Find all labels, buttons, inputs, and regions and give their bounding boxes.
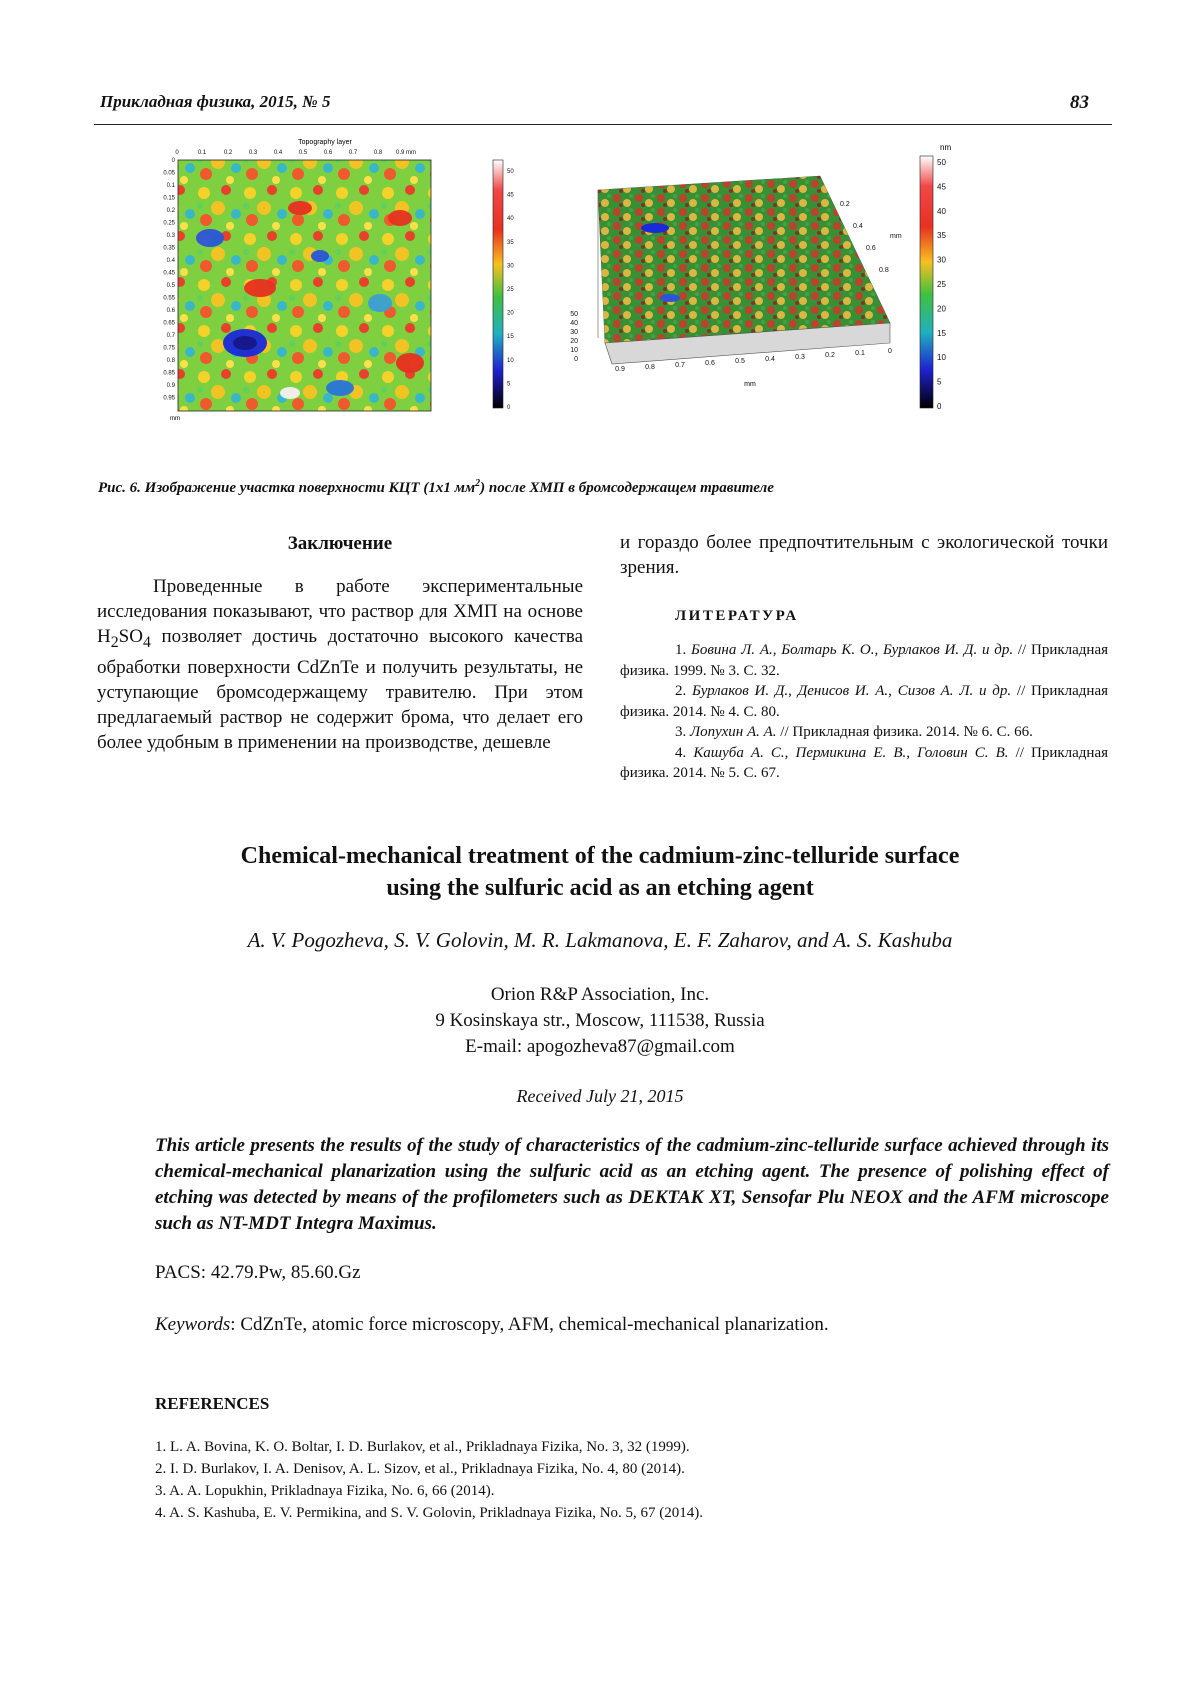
received-date: Received July 21, 2015 [516, 1086, 684, 1106]
map3d-xtick: 0 [888, 348, 892, 355]
figure-caption: Рис. 6. Изображение участка поверхности КЦТ (1х1 $мм^2$) после ХМП в бромсодержащем травителе [98, 478, 774, 496]
colorbar-tick: 35 [937, 231, 946, 241]
map2d-xtick: 0.5 [298, 150, 308, 156]
map2d-ytick: 0.1 [166, 183, 175, 189]
map2d-ytick: 0.85 [163, 370, 175, 377]
map3d-ytick: 0.4 [853, 223, 863, 230]
topography-map-2d [163, 139, 431, 422]
reference-item: 1. L. A. Bovina, K. O. Boltar, I. D. Burlakov, et al., Prikladnaya Fizika, No. 3, 32 (1999). [155, 1439, 690, 1455]
map3d-ztick: 20 [570, 338, 578, 345]
colorbar-tick: 5 [937, 377, 942, 387]
map3d-ytick: 0.8 [879, 267, 889, 274]
map2d-ytick: 0.25 [163, 220, 175, 227]
map2d-xtick: 0.1 [197, 150, 207, 156]
map2d-xtick: 0.8 [373, 150, 383, 156]
map2d-xtick: 0.9 mm [395, 150, 417, 156]
map2d-ytick: 0.15 [163, 195, 175, 202]
map3d-ztick: 40 [570, 320, 578, 327]
map3d-xtick: 0.5 [735, 358, 745, 365]
pacs-codes: PACS: 42.79.Pw, 85.60.Gz [155, 1262, 361, 1283]
figure-afm-topography [150, 138, 1050, 468]
literature-title: ЛИТЕРАТУРА [675, 608, 799, 624]
map2d-ytick: 0.95 [163, 395, 175, 402]
colorbar-tick: 50 [937, 158, 946, 167]
colorbar-unit: nm [940, 143, 952, 152]
map2d-ytick: 0.65 [163, 320, 175, 327]
colorbar-tick: 30 [937, 255, 946, 265]
literature-item: 4. Кашуба А. С., Пермикина Е. В., Головин С. В. // Прикладная физика. 2014. № 5. С. 67. [620, 744, 1109, 781]
map2d-ytick: 0.35 [163, 245, 175, 252]
map3d-xtick: 0.6 [705, 360, 715, 367]
map2d-ytick: 0.2 [166, 208, 175, 214]
map3d-ztick: 0 [574, 356, 578, 363]
map2d-xtick: 0.4 [273, 150, 283, 156]
map2d-xtick: 0 [175, 150, 179, 156]
colorbar-tick: 0 [507, 405, 511, 411]
english-affiliation: Orion R&P Association, Inc. 9 Kosinskaya str., Moscow, 111538, Russia E-mail: apogozheva87@gmail.com [435, 984, 765, 1057]
colorbar-2d [493, 160, 514, 411]
map3d-ytick: 0.6 [866, 245, 876, 252]
map3d-xtick: 0.4 [765, 356, 775, 363]
colorbar-tick: 40 [507, 216, 514, 223]
colorbar-tick: 15 [507, 334, 514, 341]
map2d-ytick: 0.05 [163, 170, 175, 177]
reference-item: 2. I. D. Burlakov, I. A. Denisov, A. L. Sizov, et al., Prikladnaya Fizika, No. 4, 80 (2014). [155, 1461, 685, 1477]
colorbar-tick: 40 [937, 206, 946, 216]
references-list [155, 1436, 703, 1524]
colorbar-tick: 20 [937, 304, 946, 314]
map2d-image [178, 160, 431, 411]
literature-item: 1. Бовина Л. А., Болтарь К. О., Бурлаков И. Д. и др. // Прикладная физика. 1999. № 3. С. 32. [620, 642, 1109, 679]
colorbar-tick: 35 [507, 239, 514, 246]
map2d-ytick: 0.55 [163, 295, 175, 302]
colorbar-tick: 45 [507, 192, 514, 199]
map3d-ztick: 10 [570, 347, 578, 354]
colorbar-tick: 45 [937, 182, 946, 192]
map3d-xunit: mm [744, 381, 756, 388]
colorbar-tick: 25 [937, 280, 946, 289]
references-title: REFERENCES [155, 1394, 270, 1413]
map2d-ytick: 0 [171, 158, 175, 164]
map2d-ytick: 0.75 [163, 345, 175, 352]
conclusion-title: Заключение [287, 533, 393, 554]
colorbar-tick: 0 [937, 402, 942, 411]
reference-item: 3. A. A. Lopukhin, Prikladnaya Fizika, No. 6, 66 (2014). [155, 1483, 495, 1499]
map2d-ytick: 0.6 [166, 308, 175, 314]
reference-item: 4. A. S. Kashuba, E. V. Permikina, and S. V. Golovin, Prikladnaya Fizika, No. 5, 67 (2014). [155, 1505, 704, 1521]
page-number: 83 [1070, 92, 1089, 113]
map2d-yunit: mm [170, 416, 180, 422]
map2d-ytick: 0.8 [166, 358, 175, 364]
colorbar-3d [920, 143, 951, 411]
map3d-yunit: mm [890, 233, 902, 240]
colorbar-tick: 10 [507, 357, 514, 364]
conclusion-paragraph: Проведенные в работе экспериментальные исследования показывают, что раствор для ХМП на основе $H_2SO_4$ позволяет достичь достаточно высокого качества обработки поверхности CdZnTe и получить результаты, не уступающие бромсодержащему травителю. При этом предлагаемый раствор не содержит брома, что делает его более удобным в применении на производстве, дешевле [97, 576, 583, 753]
map2d-xtick: 0.3 [248, 150, 258, 156]
map3d-xtick: 0.9 [615, 366, 625, 373]
map3d-xtick: 0.8 [645, 364, 655, 371]
english-abstract: This article presents the results of the study of characteristics of the cadmium-zinc-telluride surface achieved through its chemical-mechanical planarization using the sulfuric acid as an etching agent. The presence of polishing effect of etching was detected by means of the profilometers such as DEKTAK XT, Sensofar Plu NEOX and the AFM microscope such as NT-MDT Integra Maximus. [155, 1135, 1109, 1234]
journal-header: Прикладная физика, 2015, № 5 [100, 92, 331, 111]
map2d-title: Topography layer [298, 139, 352, 146]
map2d-ytick: 0.3 [166, 233, 175, 239]
colorbar-tick: 30 [507, 263, 514, 270]
colorbar-tick: 15 [937, 328, 946, 338]
map3d-xtick: 0.7 [675, 362, 685, 369]
map2d-ytick: 0.45 [163, 270, 175, 277]
map2d-xtick: 0.7 [348, 150, 358, 156]
map3d-ztick: 50 [570, 311, 578, 318]
map2d-ytick: 0.5 [166, 283, 175, 289]
map3d-ztick: 30 [570, 329, 578, 336]
literature-item: 3. Лопухин А. А. // Прикладная физика. 2014. № 6. С. 66. [675, 724, 1033, 740]
literature-list [620, 640, 1108, 784]
keywords: Keywords: CdZnTe, atomic force microscopy, AFM, chemical-mechanical planarization. [155, 1314, 829, 1335]
map3d-xtick: 0.3 [795, 354, 805, 361]
header-rule [94, 124, 1112, 125]
colorbar-tick: 25 [507, 287, 514, 293]
colorbar-tick: 20 [507, 310, 514, 317]
map2d-ytick: 0.7 [166, 333, 175, 339]
map2d-xtick: 0.2 [223, 150, 233, 156]
map3d-xtick: 0.1 [855, 350, 865, 357]
colorbar-tick: 5 [507, 381, 511, 388]
map2d-ytick: 0.9 [166, 383, 175, 389]
english-title: Chemical-mechanical treatment of the cadmium-zinc-telluride surface using the sulfuric acid as an etching agent [240, 843, 960, 901]
colorbar-tick: 50 [507, 169, 514, 175]
english-authors: A. V. Pogozheva, S. V. Golovin, M. R. Lakmanova, E. F. Zaharov, and A. S. Kashuba [247, 928, 953, 952]
map2d-xtick: 0.6 [323, 150, 333, 156]
colorbar-tick: 10 [937, 353, 946, 363]
map2d-ytick: 0.4 [166, 258, 175, 264]
map3d-ytick: 0.2 [840, 201, 850, 208]
conclusion-continuation: и гораздо более предпочтительным с экологической точки зрения. [620, 532, 1108, 578]
topography-surface-3d [570, 176, 902, 388]
map3d-xtick: 0.2 [825, 352, 835, 359]
literature-item: 2. Бурлаков И. Д., Денисов И. А., Сизов А. Л. и др. // Прикладная физика. 2014. № 4. С. 80. [620, 683, 1109, 720]
